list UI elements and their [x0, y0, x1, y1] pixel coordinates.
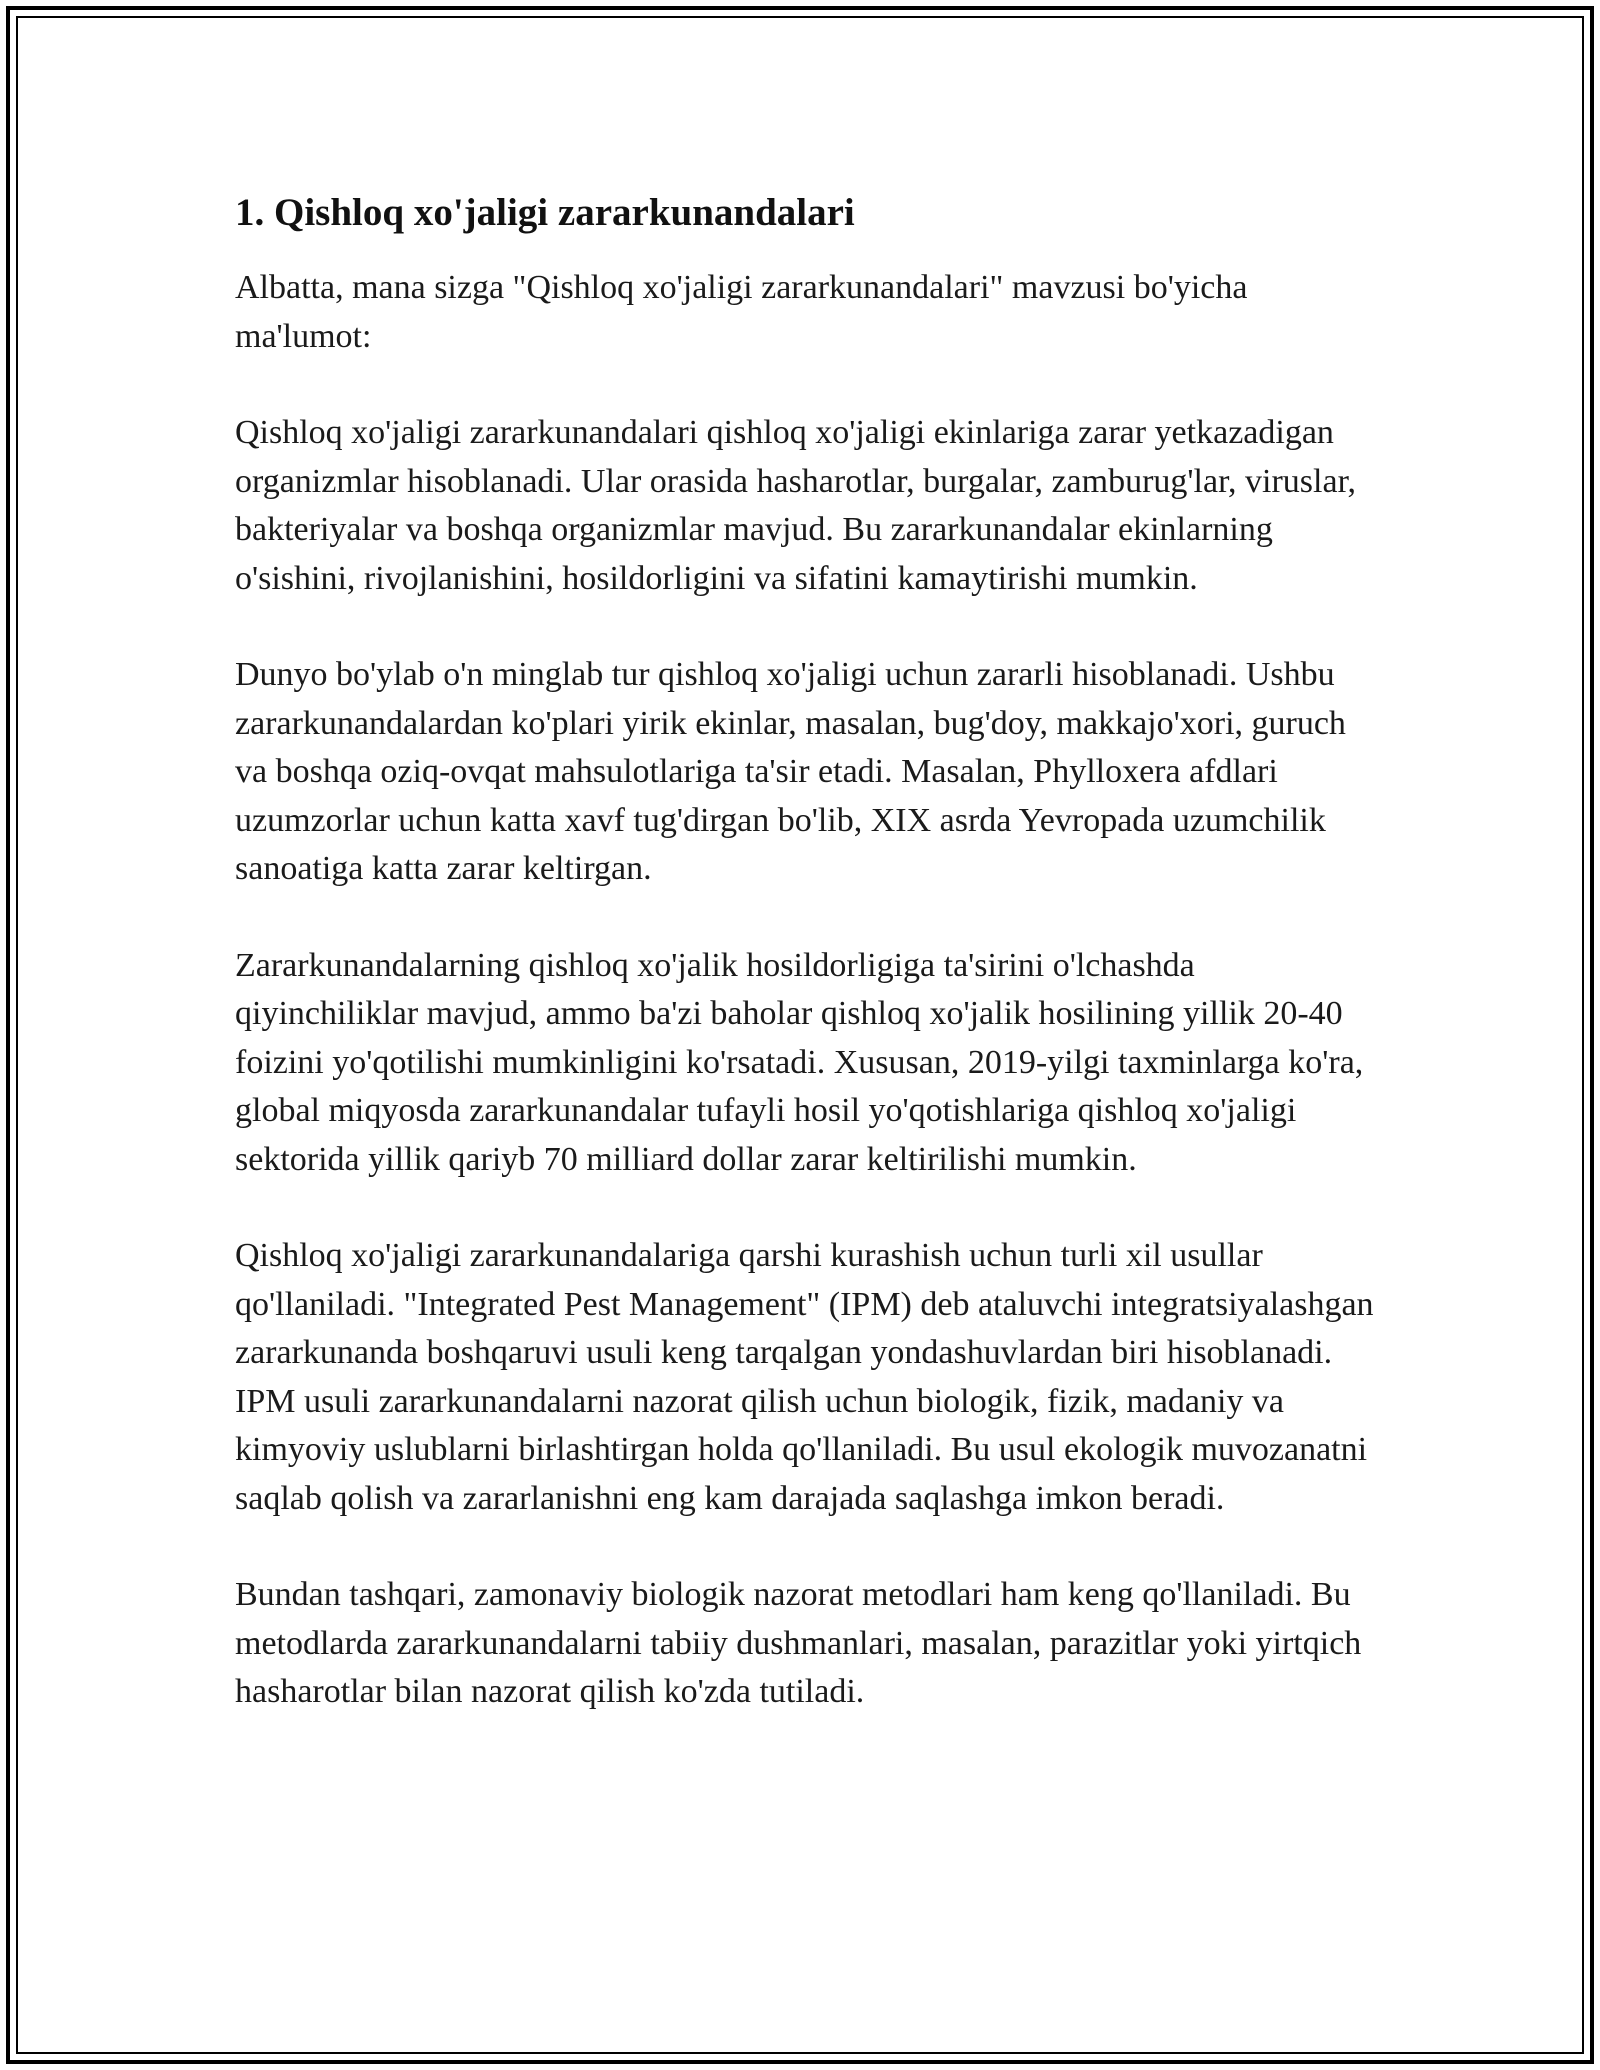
definition-paragraph: Qishloq xo'jaligi zararkunandalari qishloq xo'jaligi ekinlariga zarar yetkazadigan organizmlar hisoblanadi. Ular orasida hasharotlar, burgalar, zamburug'lar, viruslar, bakteriyalar va boshqa organizmlar mavjud. Bu zararkunandalar ekinlarning o'sishini, rivojlanishini, hosildorligini va sifatini kamaytirishi mumkin. [235, 414, 1357, 597]
document-body [235, 186, 1375, 1717]
biological-control-paragraph: Bundan tashqari, zamonaviy biologik nazorat metodlari ham keng qo'llaniladi. Bu metodlarda zararkunandalarni tabiiy dushmanlari, masalan, parazitlar yoki yirtqich hasharotlar bilan nazorat qilish ko'zda tutiladi. [235, 1576, 1362, 1710]
intro-paragraph: Albatta, mana sizga "Qishloq xo'jaligi zararkunandalari" mavzusi bo'yicha ma'lumot: [235, 269, 1248, 355]
yield-loss-paragraph: Zararkunandalarning qishloq xo'jalik hosildorligiga ta'sirini o'lchashda qiyinchiliklar mavjud, ammo ba'zi baholar qishloq xo'jalik hosilining yillik 20-40 foizini yo'qotilishi mumkinligini ko'rsatadi. Xususan, 2019-yilgi taxminlarga ko'ra, global miqyosda zararkunandalar tufayli hosil yo'qotishlariga qishloq xo'jaligi sektorida yillik qariyb 70 milliard dollar zarar keltirilishi mumkin. [235, 946, 1364, 1178]
ipm-paragraph: Qishloq xo'jaligi zararkunandalariga qarshi kurashish uchun turli xil usullar qo'llaniladi. "Integrated Pest Management" (IPM) deb ataluvchi integratsiyalashgan zararkunanda boshqaruvi usuli keng tarqalgan yondashuvlardan biri hisoblanadi. IPM usuli zararkunandalarni nazorat qilish uchun biologik, fizik, madaniy va kimyoviy uslublarni birlashtirgan holda qo'llaniladi. Bu usul ekologik muvozanatni saqlab qolish va zararlanishni eng kam darajada saqlashga imkon beradi. [235, 1237, 1374, 1517]
document-title: 1. Qishloq xo'jaligi zararkunandalari [235, 191, 855, 234]
global-impact-paragraph: Dunyo bo'ylab o'n minglab tur qishloq xo'jaligi uchun zararli hisoblanadi. Ushbu zararkunandalardan ko'plari yirik ekinlar, masalan, bug'doy, makkajo'xori, guruch va boshqa oziq-ovqat mahsulotlariga ta'sir etadi. Masalan, Phylloxera afdlari uzumzorlar uchun katta xavf tug'dirgan bo'lib, XIX asrda Yevropada uzumchilik sanoatiga katta zarar keltirgan. [235, 656, 1346, 887]
